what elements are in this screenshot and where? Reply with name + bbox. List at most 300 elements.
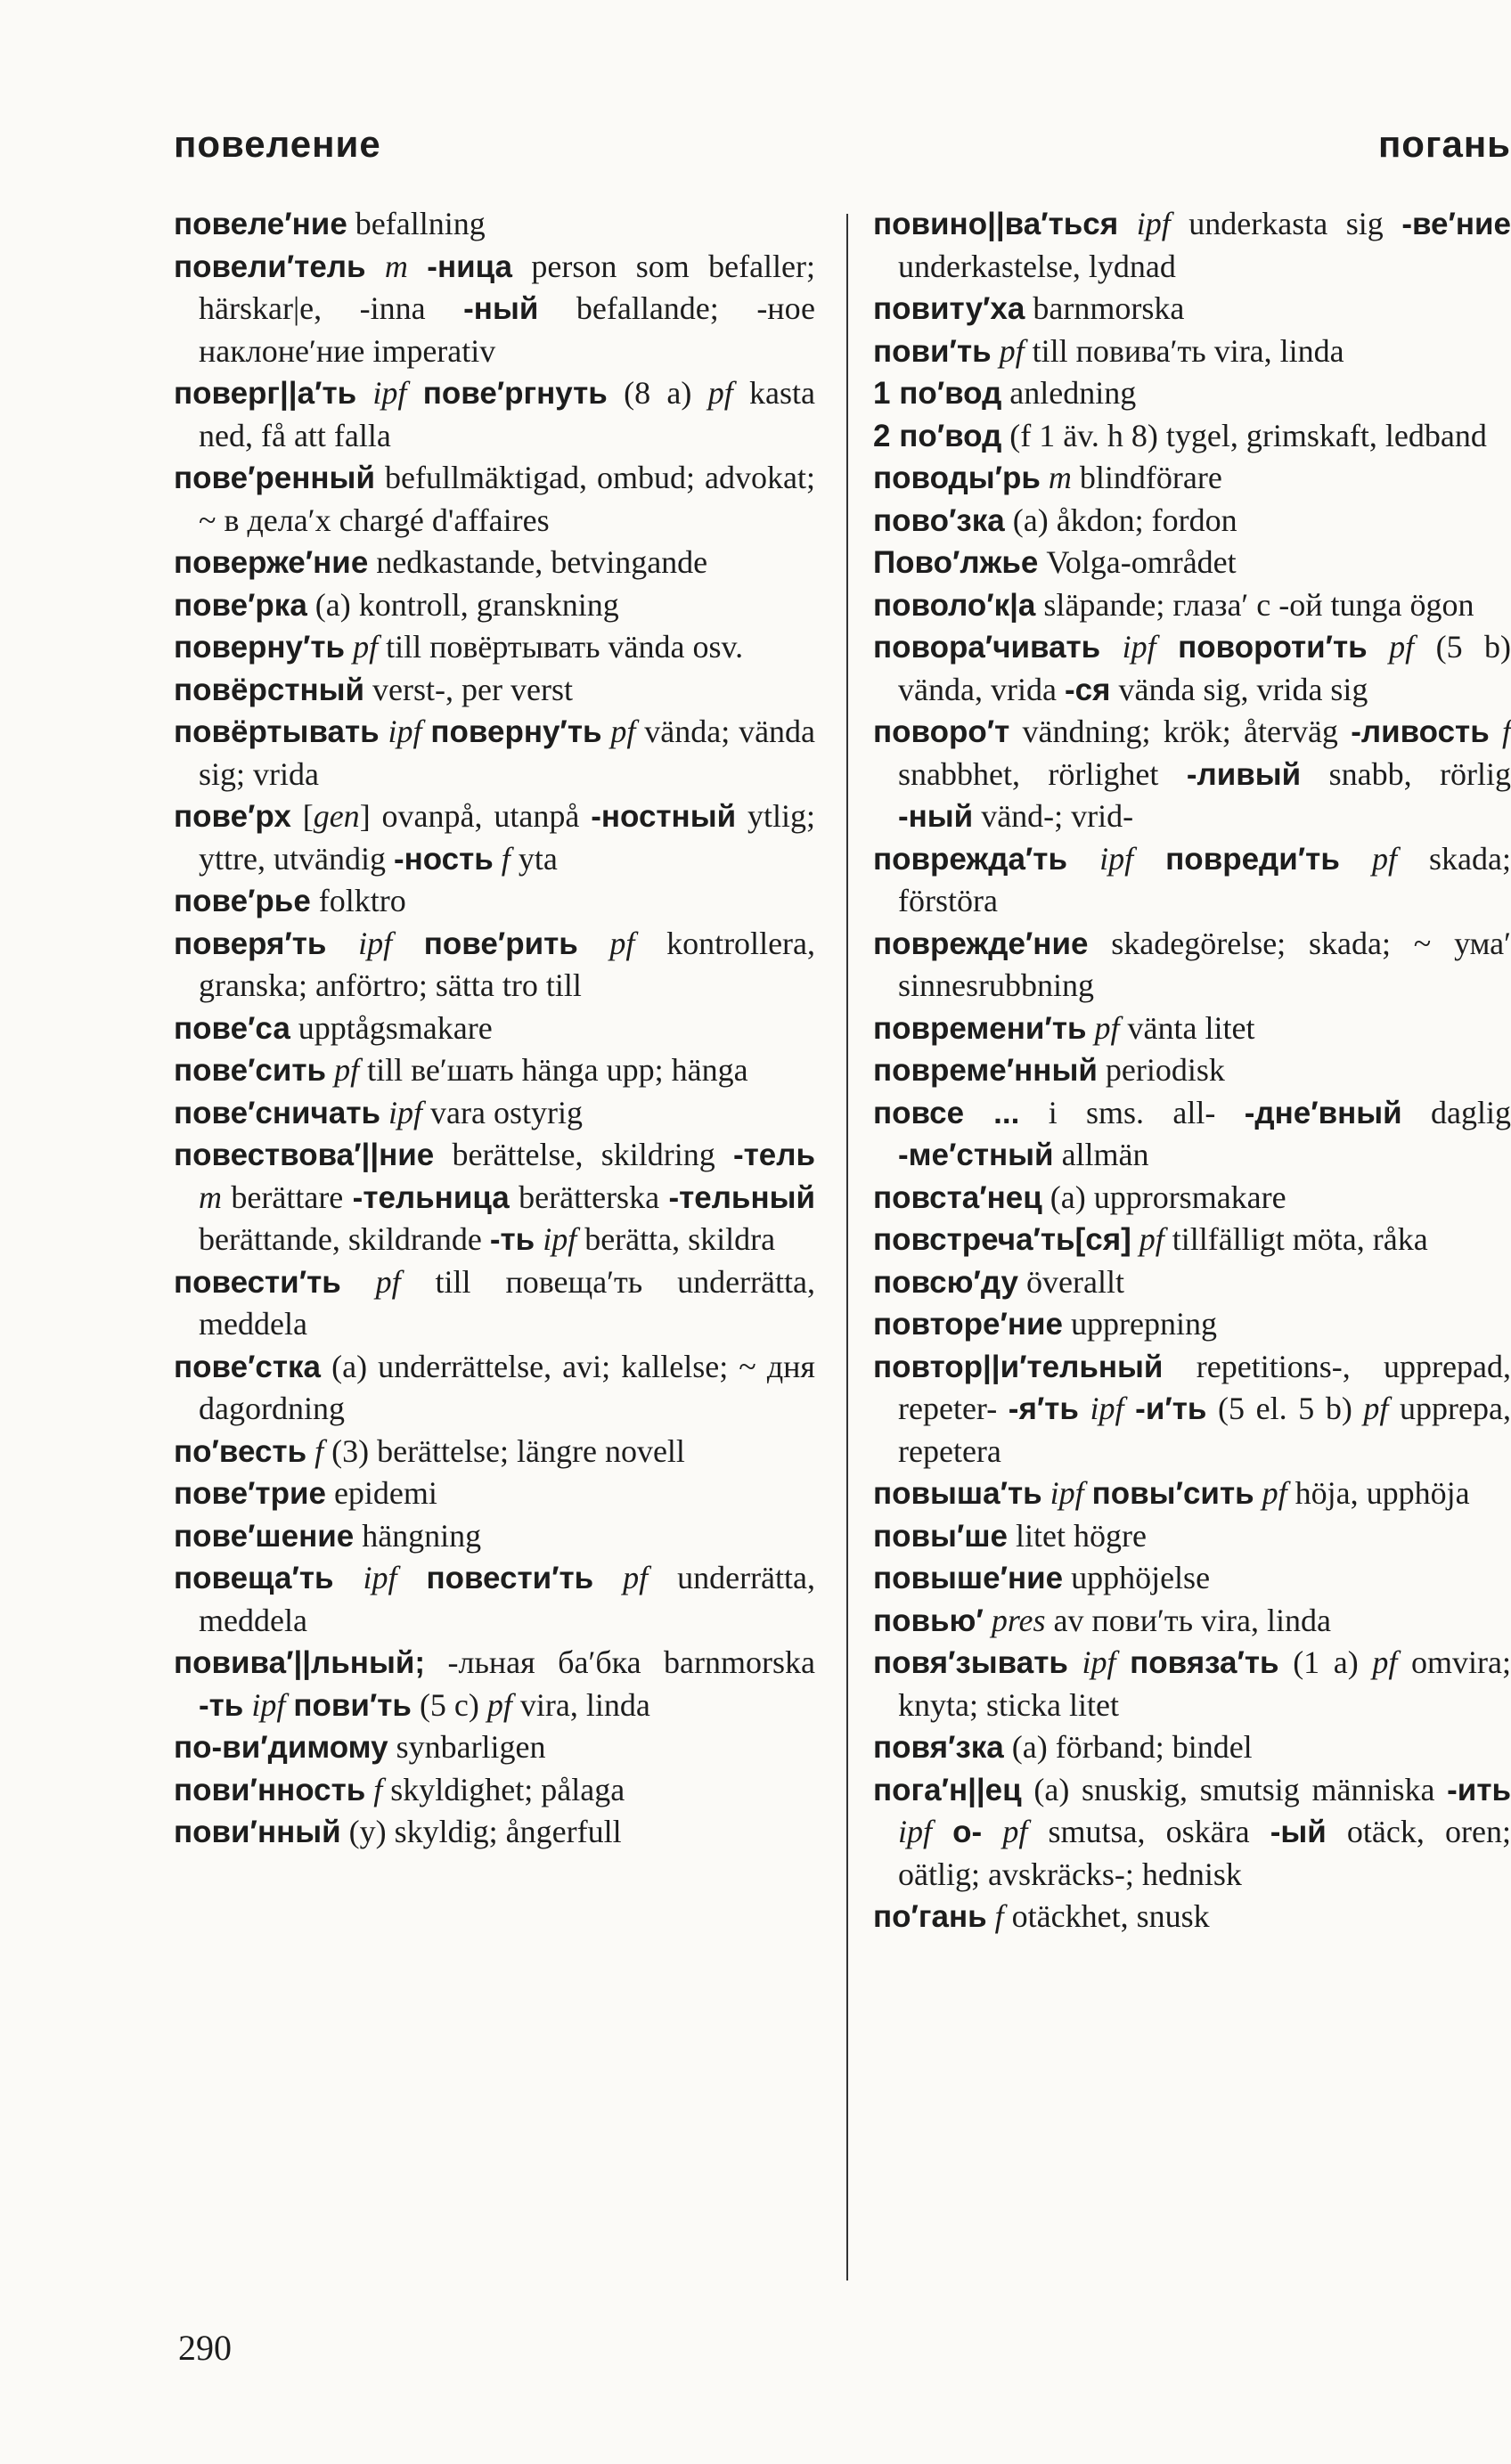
entry-headword: -ливый (1186, 756, 1302, 792)
dictionary-entry (873, 415, 1511, 458)
entry-headword: по′гань (873, 1899, 987, 1934)
entry-headword: по-ви′димому (174, 1730, 388, 1765)
entry-grammar-label: pf (707, 375, 733, 411)
entry-grammar-label: ipf (1090, 1391, 1124, 1426)
entry-headword: -ный (898, 799, 974, 834)
entry-headword: повествова′||ние (174, 1138, 435, 1172)
entry-text: hängning (354, 1517, 482, 1554)
entry-headword: повеле′ние (174, 207, 347, 241)
dictionary-entry (873, 1346, 1511, 1473)
entry-text: (a) kontroll, granskning (306, 586, 619, 623)
entry-text (1490, 714, 1502, 749)
entry-text: allmän (1053, 1137, 1149, 1172)
entry-headword: о- (952, 1815, 983, 1849)
dictionary-entry (174, 542, 815, 584)
entry-headword: повреме′нный (873, 1053, 1098, 1088)
entry-text (578, 926, 610, 961)
entry-headword: -и′ть (1135, 1391, 1207, 1426)
entry-headword: поверя′ть (174, 926, 327, 961)
entry-headword: пове′сить (174, 1053, 327, 1088)
entry-grammar-label: ipf (358, 925, 393, 961)
entry-text: epidemi (325, 1475, 437, 1511)
entry-grammar-label: pf (610, 714, 636, 749)
entry-headword: повеща′ть (174, 1561, 334, 1595)
entry-grammar-label: pf (623, 1560, 649, 1595)
entry-grammar-label: pf (1363, 1391, 1389, 1426)
dictionary-entry (174, 1261, 815, 1346)
entry-headword: поводы′рь (873, 461, 1041, 495)
entry-text: befallning (347, 206, 486, 241)
entry-headword: пове′рить (423, 926, 578, 961)
dictionary-entry (174, 711, 815, 795)
entry-text: till повёртывать vända osv. (378, 629, 744, 665)
entry-headword: пога′н||ец (873, 1772, 1022, 1807)
entry-text: litet högre (1007, 1517, 1147, 1554)
entry-text: (5 el. 5 b) (1206, 1391, 1364, 1426)
entry-text (306, 1433, 314, 1469)
entry-grammar-label: ipf (388, 1094, 423, 1130)
entry-text: höja, upphöja (1286, 1475, 1470, 1511)
entry-grammar-label: pf (1389, 629, 1415, 665)
entry-text (1116, 1644, 1131, 1680)
entry-headword: поволо′к|а (873, 587, 1036, 623)
entry-text: smutsa, oskära (1027, 1814, 1270, 1849)
dictionary-entry (873, 203, 1511, 288)
entry-headword: 1 по′вод (873, 376, 1002, 411)
entry-text: till ве′шать hänga upp; hänga (359, 1052, 748, 1088)
dictionary-entry (174, 1726, 815, 1769)
entry-grammar-label: pf (353, 629, 379, 665)
entry-grammar-label: ipf (1122, 629, 1156, 665)
entry-headword: -ть (489, 1222, 535, 1257)
entry-grammar-label: ipf (1136, 206, 1171, 241)
entry-text: berättare (222, 1179, 353, 1215)
dictionary-entry (174, 795, 815, 880)
entry-headword: пове′ренный (174, 461, 375, 495)
entry-text: berättelse, skildring (434, 1137, 733, 1172)
entry-text: vänta litet (1119, 1009, 1255, 1046)
entry-text (365, 1772, 373, 1807)
entry-text: yta (510, 840, 558, 877)
entry-headword: поверну′ть (430, 714, 602, 749)
entry-text (1100, 629, 1122, 665)
entry-headword: поверну′ть (174, 630, 346, 665)
entry-headword: -ность (393, 841, 494, 877)
entry-grammar-label: f (314, 1432, 324, 1469)
entry-headword: пове′трие (174, 1476, 326, 1511)
entry-text (1067, 841, 1099, 877)
entry-text: vända; vända sig; vrida (199, 714, 816, 792)
entry-text: (1 a) (1278, 1644, 1373, 1680)
entry-grammar-label: m (384, 248, 408, 284)
entry-text: otäckhet, snusk (1003, 1898, 1210, 1934)
entry-headword: пове′сничать (174, 1095, 380, 1130)
entry-text: repetitions-, upprepad, repeter- (898, 1348, 1511, 1426)
entry-text: (5 c) (411, 1686, 487, 1723)
entry-headword: повреди′ть (1165, 841, 1340, 877)
dictionary-entry (873, 584, 1511, 627)
entry-headword: -ный (463, 291, 539, 326)
entry-text: (a) förband; bindel (1003, 1729, 1253, 1765)
dictionary-entry (174, 203, 815, 246)
entry-text: skyldighet; pålaga (382, 1771, 625, 1807)
entry-text: (8 a) (607, 375, 708, 411)
entry-headword: 2 по′вод (873, 418, 1002, 453)
dictionary-entry (873, 288, 1511, 330)
dictionary-entry (873, 1219, 1511, 1261)
entry-text: nedkastande, betvingande (368, 544, 708, 580)
entry-text (987, 1898, 995, 1934)
entry-headword: повтор||и′тельный (873, 1349, 1164, 1384)
entry-text: [ (290, 798, 314, 834)
entry-text (326, 1052, 334, 1088)
entry-grammar-label: ipf (543, 1221, 577, 1257)
entry-headword: повсе ... (873, 1095, 1020, 1130)
entry-headword: повы′ше (873, 1518, 1008, 1554)
entry-text: daglig (1401, 1094, 1511, 1130)
entry-headword: повя′зка (873, 1730, 1004, 1765)
dictionary-entry (873, 1515, 1511, 1558)
running-head-left: повеление (174, 123, 381, 165)
dictionary-entry (873, 372, 1511, 415)
dictionary-entry (174, 246, 815, 373)
entry-text: berättande, skildrande (199, 1221, 490, 1257)
entry-text: (f 1 äv. h 8) tygel, grimskaft, ledband (1001, 417, 1487, 453)
entry-text (326, 926, 358, 961)
entry-text: (3) berättelse; längre novell (323, 1432, 685, 1469)
entry-grammar-label: pf (1262, 1475, 1287, 1511)
entry-headword: повремени′ть (873, 1010, 1087, 1046)
entry-headword: пово′зка (873, 502, 1005, 538)
dictionary-entry (873, 1642, 1511, 1726)
entry-headword: повора′чивать (873, 630, 1101, 665)
entry-text: person som befaller; härskar|e, -inna (199, 248, 816, 326)
entry-text (535, 1221, 543, 1257)
entry-headword: пове′рье (174, 884, 311, 918)
dictionary-entry (873, 1726, 1511, 1769)
entry-grammar-label: m (1048, 460, 1072, 495)
entry-headword: пове′ргнуть (422, 376, 608, 411)
dictionary-entry (174, 1092, 815, 1135)
entry-headword: -тель (732, 1138, 815, 1172)
entry-text (1041, 460, 1049, 495)
entry-text (982, 1814, 1002, 1849)
dictionary-entry (174, 923, 815, 1008)
dictionary-entry (873, 1049, 1511, 1092)
entry-text (1084, 1475, 1092, 1511)
dictionary-entry (873, 1092, 1511, 1177)
entry-text: (y) skyldig; ångerfull (340, 1814, 622, 1849)
dictionary-entry (873, 1769, 1511, 1897)
entry-text (1118, 206, 1137, 241)
entry-headword: повы′сить (1091, 1476, 1254, 1511)
entry-text (1254, 1475, 1262, 1511)
dictionary-entry (873, 1261, 1511, 1304)
dictionary-entry (873, 542, 1511, 584)
entry-grammar-label: f (373, 1771, 383, 1807)
entry-headword: повя′зывать (873, 1645, 1068, 1680)
dictionary-entry (174, 1811, 815, 1854)
dictionary-entry (873, 923, 1511, 1008)
entry-grammar-label: pf (375, 1263, 401, 1300)
entry-text (932, 1814, 952, 1849)
entry-headword: повива′||льный; (174, 1645, 425, 1680)
entry-headword: -ливость (1351, 714, 1490, 749)
entry-text: (a) snuskig, smutsig människa (1021, 1771, 1448, 1807)
entry-text: (a) upprorsmakare (1041, 1179, 1286, 1215)
entry-headword: поверже′ние (174, 545, 369, 580)
entry-text: till повеща′ть underrätta, meddela (199, 1263, 815, 1342)
entry-text (380, 1095, 388, 1130)
entry-text: (a) åkdon; fordon (1004, 502, 1237, 538)
entry-text (593, 1560, 623, 1595)
entry-text: tillfälligt möta, råka (1164, 1221, 1428, 1257)
entry-headword: повёрстный (174, 672, 365, 707)
entry-text: berätterska (509, 1179, 669, 1215)
entry-headword: повяза′ть (1130, 1645, 1279, 1680)
entry-text: kasta ned, få att falla (199, 375, 816, 453)
entry-text: ytlig; yttre, utvändig (199, 798, 815, 877)
entry-grammar-label: ipf (372, 375, 407, 411)
entry-text: underkastelse, lydnad (898, 248, 1176, 284)
entry-headword: поврежде′ние (873, 926, 1089, 961)
entry-text: otäck, oren; oätlig; avskräcks-; hednisk (898, 1814, 1511, 1892)
dictionary-entry (174, 626, 815, 669)
entry-grammar-label: gen (313, 798, 360, 834)
entry-text (1133, 841, 1165, 877)
entry-text: periodisk (1097, 1052, 1225, 1088)
entry-grammar-label: pf (1372, 1644, 1398, 1680)
entry-text (285, 1687, 293, 1723)
entry-headword: повстреча′ть[ся] (873, 1222, 1131, 1257)
entry-text: omvira; knyta; sticka litet (898, 1644, 1511, 1723)
entry-text: i sms. all- (1019, 1094, 1245, 1130)
entry-headword: повёртывать (174, 714, 380, 749)
entry-text: vänd-; vrid- (973, 798, 1134, 834)
entry-text: (5 b) vända, vrida (898, 629, 1511, 707)
entry-headword: -тельница (352, 1179, 510, 1215)
column-divider (846, 214, 848, 2280)
entry-headword: пове′са (174, 1010, 290, 1046)
page-number: 290 (178, 2328, 232, 2368)
entry-headword: по′весть (174, 1433, 307, 1469)
entry-text: kontrollera, granska; anförtro; sätta tro till (199, 925, 816, 1003)
entry-grammar-label: ipf (1082, 1644, 1116, 1680)
entry-text: upptågsmakare (290, 1009, 493, 1046)
entry-headword: повыша′ть (873, 1476, 1042, 1511)
dictionary-entry (174, 1008, 815, 1050)
entry-grammar-label: pf (609, 925, 635, 961)
dictionary-entry (174, 1346, 815, 1431)
dictionary-entry (873, 1896, 1511, 1938)
entry-text: släpande; глаза′ с -ой tunga ögon (1035, 586, 1474, 623)
entry-headword: повино||ва′ться (873, 207, 1119, 241)
entry-text: upphöjelse (1063, 1560, 1211, 1595)
entry-text (1340, 841, 1372, 877)
entry-text (984, 1603, 992, 1638)
entry-grammar-label: pf (1094, 1009, 1120, 1046)
entry-text: vara ostyrig (422, 1094, 583, 1130)
entry-text (1368, 629, 1389, 665)
entry-headword: пове′шение (174, 1518, 355, 1554)
entry-text (243, 1687, 251, 1723)
dictionary-entry (873, 1557, 1511, 1600)
dictionary-entry (174, 457, 815, 542)
entry-headword: -ме′стный (898, 1138, 1054, 1172)
entry-headword: -ть (199, 1687, 244, 1723)
entry-text: vira, linda (511, 1686, 650, 1723)
entry-headword: -я′ть (1008, 1391, 1079, 1426)
entry-headword: повели′тель (174, 249, 366, 284)
dictionary-entry (174, 1515, 815, 1558)
entry-text (1156, 629, 1178, 665)
entry-headword: пове′рх (174, 799, 291, 834)
entry-headword: повести′ть (174, 1264, 341, 1300)
entry-headword: -ве′ние (1401, 207, 1511, 241)
dictionary-entry (174, 1557, 815, 1642)
entry-text: synbarligen (388, 1729, 546, 1765)
entry-headword: пови′нность (174, 1772, 366, 1807)
entry-text: upprepa, repetera (898, 1391, 1511, 1469)
dictionary-entry (873, 1177, 1511, 1220)
entry-headword: поврежда′ть (873, 841, 1067, 877)
dictionary-entry (174, 1431, 815, 1473)
entry-grammar-label: pf (1002, 1814, 1028, 1849)
entry-headword: пове′рка (174, 587, 307, 623)
entry-grammar-label: f (501, 840, 510, 877)
entry-text: (a) underrättelse, avi; kallelse; ~ дня dagordning (199, 1348, 815, 1426)
entry-grammar-label: ipf (1050, 1475, 1084, 1511)
entry-text: upprepning (1063, 1306, 1217, 1342)
entry-headword: -дне′вный (1244, 1095, 1402, 1130)
entry-grammar-label: pf (1371, 840, 1397, 877)
entry-text: överallt (1018, 1263, 1124, 1300)
dictionary-entry (174, 1642, 815, 1726)
entry-headword: -ый (1270, 1815, 1327, 1849)
entry-text: skadegörelse; skada; ~ ума′ sinnesrubbning (898, 925, 1511, 1003)
left-column (174, 203, 815, 1854)
entry-text (366, 249, 385, 284)
entry-grammar-label: ipf (1099, 840, 1134, 877)
dictionary-entry (174, 1049, 815, 1092)
entry-grammar-label: ipf (388, 714, 422, 749)
entry-grammar-label: f (994, 1898, 1004, 1934)
entry-text: vändning; krök; återväg (1009, 714, 1352, 749)
entry-text: barnmorska (1025, 290, 1185, 326)
dictionary-entry (873, 330, 1511, 373)
entry-text: blindförare (1071, 460, 1222, 495)
dictionary-entry (174, 372, 815, 457)
right-column (873, 203, 1511, 1938)
dictionary-entry (873, 1600, 1511, 1643)
entry-text (1131, 1221, 1139, 1257)
entry-text: ] ovanpå, utanpå (359, 798, 592, 834)
entry-headword: повсю′ду (873, 1264, 1019, 1300)
running-head-right: погань (1377, 123, 1511, 165)
entry-text (992, 333, 1000, 369)
entry-text (1042, 1475, 1050, 1511)
entry-text (1068, 1644, 1082, 1680)
entry-text (396, 1560, 426, 1595)
entry-text: underkasta sig (1170, 206, 1402, 241)
dictionary-entry (174, 669, 815, 712)
entry-headword: -ся (1064, 672, 1111, 707)
entry-headword: -ница (427, 249, 513, 284)
entry-text (406, 375, 422, 411)
entry-headword: пови′ть (293, 1687, 412, 1723)
entry-grammar-label: f (1501, 714, 1511, 749)
entry-text: till повива′ть vira, linda (1024, 332, 1344, 369)
entry-headword: поверг||а′ть (174, 376, 357, 411)
entry-text: befullmäktigad, ombud; advokat; ~ в дела′х chargé d'affaires (199, 460, 815, 538)
entry-text (601, 714, 610, 749)
dictionary-entry (873, 626, 1511, 711)
entry-text (345, 629, 353, 665)
entry-headword: пови′ть (873, 333, 992, 369)
entry-headword: пове′стка (174, 1349, 322, 1384)
dictionary-entry (174, 1134, 815, 1261)
entry-text (341, 1264, 376, 1300)
entry-text (334, 1560, 363, 1595)
entry-text: anledning (1001, 375, 1137, 411)
entry-grammar-label: m (199, 1179, 222, 1215)
entry-text (1124, 1391, 1136, 1426)
entry-text: -льная ба′бка barnmorska (425, 1644, 815, 1680)
entry-headword: повыше′ние (873, 1561, 1064, 1595)
entry-text: underrätta, meddela (199, 1560, 816, 1638)
entry-text (1079, 1391, 1090, 1426)
dictionary-entry (873, 1303, 1511, 1346)
entry-grammar-label: pf (999, 332, 1025, 369)
entry-text: skada; förstöra (898, 840, 1511, 918)
dictionary-entry (873, 1008, 1511, 1050)
entry-text (422, 714, 431, 749)
entry-headword: повью′ (873, 1603, 984, 1638)
entry-headword: повести′ть (426, 1561, 594, 1595)
entry-grammar-label: pf (1139, 1221, 1164, 1257)
entry-text: snabbhet, rörlighet (898, 755, 1187, 792)
entry-grammar-label: pf (334, 1052, 360, 1088)
dictionary-entry (873, 500, 1511, 543)
entry-text (408, 249, 427, 284)
entry-headword: повста′нец (873, 1179, 1042, 1215)
entry-headword: -тельный (668, 1179, 815, 1215)
dictionary-entry (873, 457, 1511, 500)
entry-headword: повторе′ние (873, 1307, 1063, 1342)
entry-grammar-label: ipf (363, 1560, 397, 1595)
entry-grammar-label: ipf (251, 1686, 286, 1723)
entry-text (356, 375, 372, 411)
entry-text: vända sig, vrida sig (1110, 671, 1368, 707)
entry-text: befallande; -ное наклоне′ние imperativ (199, 290, 815, 369)
dictionary-entry (174, 584, 815, 627)
entry-headword: пови′нный (174, 1815, 341, 1849)
dictionary-entry (873, 1473, 1511, 1515)
entry-text: Volga-området (1038, 544, 1237, 580)
entry-text: av пови′ть vira, linda (1045, 1602, 1331, 1638)
entry-grammar-label: pres (991, 1602, 1046, 1638)
entry-headword: -ностный (591, 799, 737, 834)
entry-text: folktro (310, 883, 406, 918)
entry-headword: Пово′лжье (873, 545, 1039, 580)
dictionary-entry (174, 1769, 815, 1812)
entry-grammar-label: pf (486, 1686, 512, 1723)
entry-headword: повиту′ха (873, 291, 1025, 326)
entry-text: verst-, per verst (364, 671, 573, 707)
entry-headword: -ить (1447, 1772, 1511, 1807)
entry-grammar-label: ipf (898, 1814, 933, 1849)
entry-text: snabb, rörlig (1301, 755, 1511, 792)
